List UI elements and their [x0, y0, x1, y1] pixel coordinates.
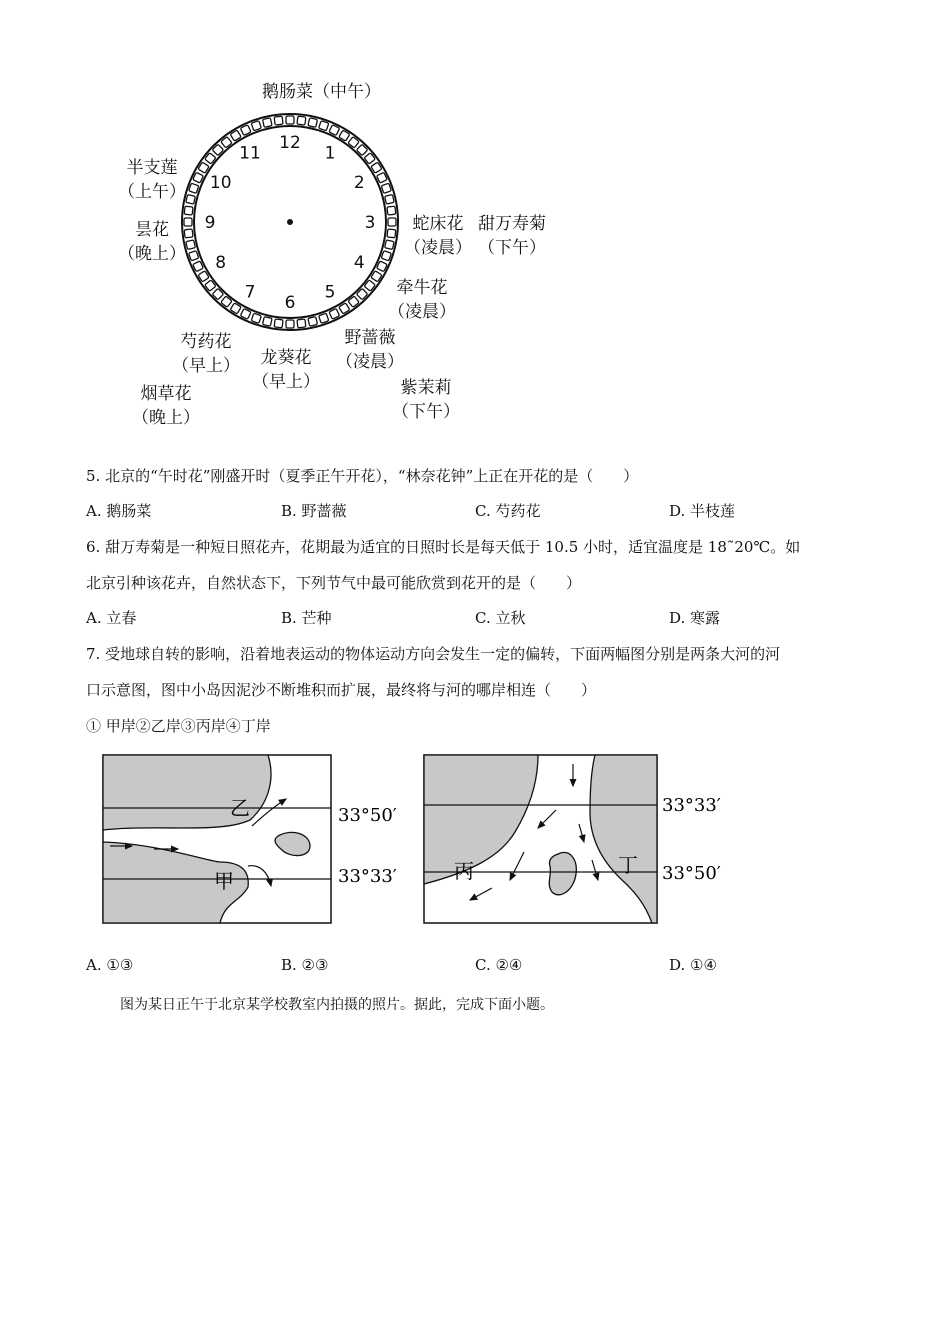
flower-name: 紫茉莉 — [400, 378, 452, 398]
clock-hour-number: 8 — [215, 253, 227, 273]
clock-ring-segment — [274, 116, 283, 125]
clock-hour-number: 11 — [239, 143, 261, 164]
clock-hour-number: 5 — [324, 282, 336, 303]
question-7-line2: 口示意图，图中小岛因泥沙不断堆积而扩展，最终将与河的哪岸相连（ ） — [86, 681, 597, 699]
flower-name: 蛇床花 — [412, 214, 464, 234]
q6-option-d[interactable]: D. 寒露 — [669, 609, 721, 627]
flower-time: 中午 — [330, 82, 364, 102]
clock-label-banzhilian: 半支莲 （上午） — [118, 158, 186, 202]
clock-label-shaoyaohua: 芍药花 （早上） — [172, 332, 240, 376]
flower-name: 龙葵花 — [260, 348, 312, 368]
q5-option-d[interactable]: D. 半枝莲 — [669, 502, 736, 520]
clock-ring-segment — [308, 317, 318, 327]
flower-time: 下午 — [409, 402, 443, 422]
q6-option-b[interactable]: B. 芒种 — [281, 609, 332, 627]
flower-name: 烟草花 — [140, 384, 192, 404]
clock-ring-segment — [297, 319, 306, 328]
flower-time: 凌晨 — [353, 352, 387, 372]
latitude-label-top: 33°50′ — [338, 805, 397, 826]
bank-label-bing: 丙 — [454, 859, 474, 883]
q5-option-c[interactable]: C. 芍药花 — [475, 502, 541, 520]
clock-label-tianwanshouju: 甜万寿菊 （下午） — [478, 214, 546, 258]
clock-ring-segment — [286, 116, 294, 124]
question-6-line2: 北京引种该花卉，自然状态下，下列节气中最可能欣赏到花开的是（ ） — [86, 574, 582, 592]
latitude-label-bottom: 33°33′ — [338, 866, 397, 887]
clock-label-shechuanghua: 蛇床花 （凌晨） — [404, 214, 472, 258]
clock-ring-segment — [184, 206, 193, 215]
clock-ring-segment — [308, 118, 318, 128]
question-7-line3: ① 甲岸②乙岸③丙岸④丁岸 — [86, 717, 271, 735]
clock-hour-number: 9 — [204, 213, 216, 233]
flower-name: 野蔷薇 — [344, 328, 396, 348]
clock-label-qianniuhua: 牵牛花 （凌晨） — [388, 278, 456, 322]
flower-time: 晚上 — [135, 244, 169, 264]
clock-ring-segment — [251, 313, 261, 323]
clock-ring-segment — [319, 121, 329, 131]
clock-ring-segment — [186, 195, 196, 205]
section-intro-note: 图为某日正午于北京某学校教室内拍摄的照片。据此，完成下面小题。 — [120, 997, 554, 1013]
clock-ring-segment — [385, 240, 395, 250]
clock-hour-number: 1 — [324, 143, 336, 164]
clock-ring-segment — [387, 206, 396, 215]
clock-hour-number: 7 — [244, 282, 256, 303]
bank-label-yi: 乙 — [230, 796, 250, 820]
clock-ring-segment — [286, 320, 294, 328]
clock-ring-segment — [274, 319, 283, 328]
clock-hour-number: 6 — [284, 293, 296, 313]
q7-option-c[interactable]: C. ②④ — [475, 956, 523, 974]
q5-option-a[interactable]: A. 鹅肠菜 — [86, 502, 152, 520]
clock-ring-segment — [186, 240, 196, 250]
clock-ring-segment — [388, 218, 396, 226]
clock-hour-number: 2 — [353, 173, 365, 193]
clock-hour-number: 3 — [364, 213, 376, 233]
flower-name: 芍药花 — [180, 332, 232, 352]
clock-label-yeqiangwei: 野蔷薇 （凌晨） — [336, 328, 404, 372]
q7-option-d[interactable]: D. ①④ — [669, 956, 717, 974]
river-mouth-map-right — [420, 752, 740, 930]
clock-label-goose-intestine: 鹅肠菜（中午） — [262, 82, 381, 102]
q7-option-a[interactable]: A. ①③ — [86, 956, 134, 974]
river-mouth-map-left — [100, 752, 430, 930]
bank-label-jia: 甲 — [214, 869, 234, 893]
bank-label-ding: 丁 — [618, 853, 638, 877]
question-7-line1: 7. 受地球自转的影响，沿着地表运动的物体运动方向会发生一定的偏转，下面两幅图分别是两条大河的河 — [86, 645, 781, 663]
flower-name: 昙花 — [135, 220, 169, 240]
flower-time: 早上 — [189, 356, 223, 376]
q6-option-a[interactable]: A. 立春 — [86, 609, 137, 627]
flower-time: 早上 — [269, 372, 303, 392]
flower-time: 上午 — [135, 182, 169, 202]
clock-hour-number: 10 — [209, 173, 232, 193]
clock-hour-number: 4 — [353, 253, 365, 273]
clock-ring-segment — [297, 116, 306, 125]
clock-ring-segment — [381, 183, 391, 193]
flower-name: 甜万寿菊 — [478, 214, 546, 234]
clock-label-tanhua: 昙花 （晚上） — [118, 220, 186, 264]
flower-name: 鹅肠菜 — [262, 82, 313, 102]
question-5-text: 5. 北京的“午时花”刚盛开时（夏季正午开花），“林奈花钟”上正在开花的是（ ） — [86, 467, 639, 485]
clock-ring-segment — [189, 251, 199, 261]
clock-ring-segment — [385, 195, 395, 205]
clock-label-yancaohua: 烟草花 （晚上） — [132, 384, 200, 428]
clock-label-zimoli: 紫茉莉 （下午） — [392, 378, 460, 422]
flower-time: 凌晨 — [405, 302, 439, 322]
clock-ring-segment — [251, 121, 261, 131]
latitude-label-bottom: 33°50′ — [662, 863, 721, 884]
clock-ring-segment — [263, 317, 273, 327]
q5-option-b[interactable]: B. 野蔷薇 — [281, 502, 347, 520]
flower-name: 牵牛花 — [396, 278, 448, 298]
clock-ring-segment — [189, 183, 199, 193]
clock-ring-segment — [381, 251, 391, 261]
clock-ring-segment — [319, 313, 329, 323]
clock-hour-number: 12 — [279, 133, 301, 153]
clock-ring-segment — [387, 229, 396, 238]
latitude-label-top: 33°33′ — [662, 795, 721, 816]
clock-label-longkuihua: 龙葵花 （早上） — [252, 348, 320, 392]
q7-option-b[interactable]: B. ②③ — [281, 956, 329, 974]
question-6-line1: 6. 甜万寿菊是一种短日照花卉，花期最为适宜的日照时长是每天低于 10.5 小时，适宜温度是 18˜20℃。如 — [86, 538, 801, 556]
flower-time: 下午 — [495, 238, 529, 258]
q6-option-c[interactable]: C. 立秋 — [475, 609, 526, 627]
flower-name: 半支莲 — [126, 158, 178, 178]
flower-time: 晚上 — [149, 408, 183, 428]
flower-time: 凌晨 — [421, 238, 455, 258]
clock-ring-segment — [263, 118, 273, 128]
